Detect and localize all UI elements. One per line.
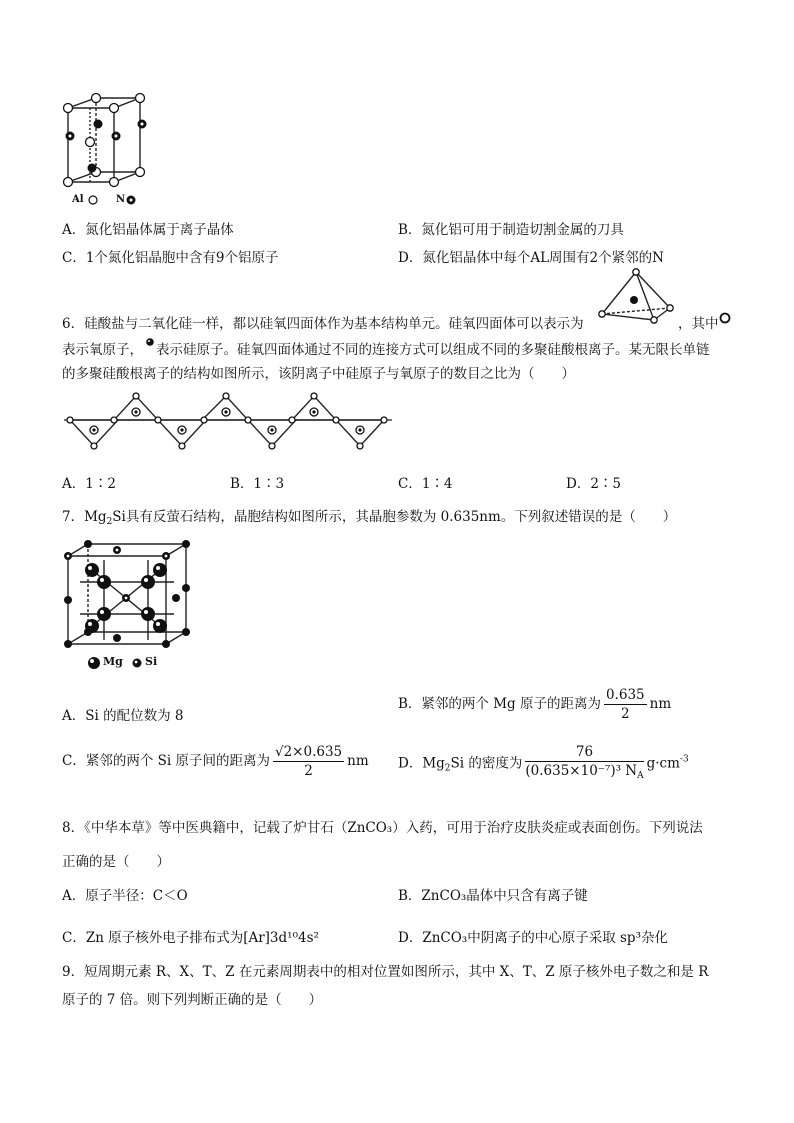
q5-option-b: B．氮化铝可用于制造切割金属的刀具 — [398, 222, 624, 238]
aln-crystal-figure — [60, 90, 160, 206]
q6-stem-line1: 6．硅酸盐与二氧化硅一样，都以硅氧四面体作为基本结构单元。硅氧四面体可以表示为 — [62, 316, 584, 332]
q6-stem-line3: 的多聚硅酸根离子的结构如图所示，该阴离子中硅原子与氧原子的数目之比为（ ） — [62, 366, 575, 382]
q7-c-fraction: $\frac{√2\times 0.635}{2}$ — [274, 744, 343, 779]
legend-mg-label: Mg — [103, 655, 123, 668]
legend-al-label: Al — [72, 194, 84, 205]
q8-option-d: D．ZnCO₃中阴离子的中心原子采取 sp³杂化 — [398, 930, 668, 946]
legend-si-symbol — [130, 656, 144, 670]
q8-option-a: A．原子半径：C＜O — [62, 888, 188, 904]
q6-option-b: B．1∶3 — [230, 476, 285, 492]
q7-stem: 7．$Mg_2Si$具有反萤石结构，晶胞结构如图所示，其晶胞参数为 0.635nm。下列叙述错误的是（ ） — [62, 509, 677, 527]
q5-option-d: D．氮化铝晶体中每个AL周围有2个紧邻的N — [398, 250, 664, 266]
q7-option-a: A．Si 的配位数为 8 — [62, 708, 184, 724]
q6-option-d: D．2∶5 — [566, 476, 622, 492]
silicon-atom-icon — [144, 336, 156, 348]
q7-option-c: C．紧邻的两个 Si 原子间的距离为 $\frac{√2\times 0.635}{2}$ nm — [62, 744, 369, 779]
mg2si-crystal-figure — [62, 540, 196, 652]
q6-stem-line2b: 表示硅原子。硅氧四面体通过不同的连接方式可以组成不同的多聚硅酸根离子。某无限长单链 — [156, 342, 710, 358]
q6-option-a: A．1∶2 — [62, 476, 116, 492]
q9-stem-line2: 原子的 7 倍。则下列判断正确的是（ ） — [62, 992, 323, 1008]
legend-al-symbol — [87, 194, 99, 206]
q6-stem-line1-tail: ，其中 — [678, 316, 719, 332]
q5-option-a: A．氮化铝晶体属于离子晶体 — [62, 222, 234, 238]
q7-b-fraction: $\frac{0.635}{2}$ — [605, 687, 645, 722]
legend-si-label: Si — [145, 655, 158, 668]
q8-stem-line1: 8．《中华本草》等中医典籍中，记载了炉甘石（ZnCO₃）入药，可用于治疗皮肤炎症或表面创伤。下列说法 — [62, 820, 703, 836]
q8-stem-line2: 正确的是（ ） — [62, 854, 170, 870]
q5-option-c: C．1个氮化铝晶胞中含有9个铝原子 — [62, 250, 279, 266]
tetrahedron-icon — [598, 268, 674, 324]
q6-option-c: C．1∶4 — [398, 476, 453, 492]
q7-d-fraction: $\frac{76}{(0.635\times 10^{-7})^3 N_A}$ — [525, 744, 644, 781]
q9-stem-line1: 9．短周期元素 R、X、T、Z 在元素周期表中的相对位置如图所示，其中 X、T、Z 原子核外电子数之和是 R — [62, 964, 709, 980]
q8-option-b: B．ZnCO₃晶体中只含有离子键 — [398, 888, 588, 904]
q8-option-c: C．Zn 原子核外电子排布式为[Ar]3d¹⁰4s² — [62, 930, 319, 946]
legend-n-symbol — [125, 194, 137, 206]
polysilicate-chain-figure — [62, 392, 396, 456]
q7-option-d: D．$Mg_2Si$ 的密度为 $\frac{76}{(0.635\times 10^{-7})^3 N_A}$ $g\cdot cm^{-3}$ — [398, 743, 689, 785]
q6-stem-line2a: 表示氧原子， — [62, 342, 143, 358]
legend-mg-symbol — [86, 655, 102, 671]
legend-n-label: N — [116, 194, 126, 205]
q7-option-b: B．紧邻的两个 Mg 原子的距离为 $\frac{0.635}{2}$ nm — [398, 687, 672, 722]
oxygen-atom-icon — [718, 311, 732, 325]
